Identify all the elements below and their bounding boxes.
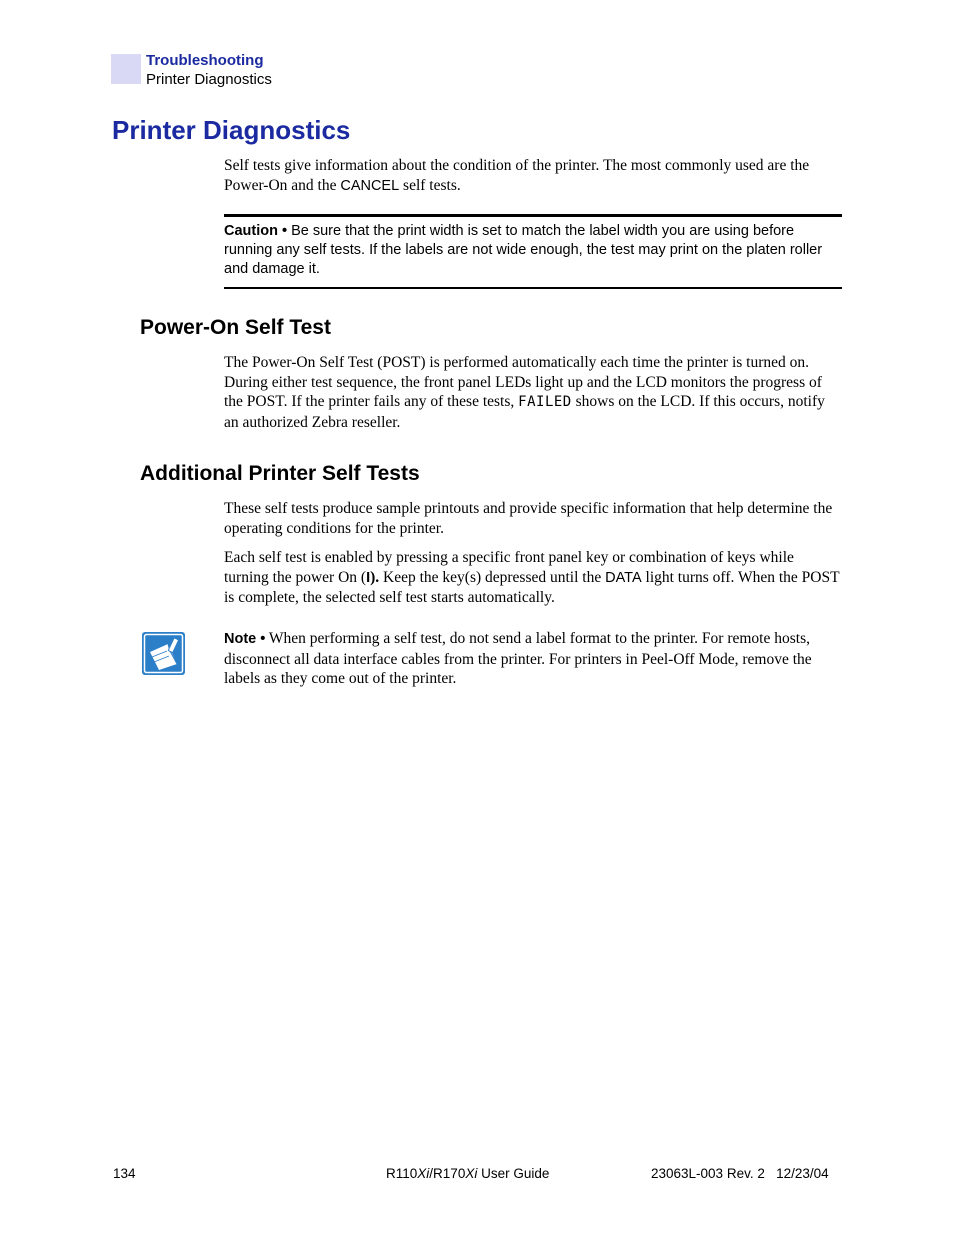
post-heading: Power-On Self Test: [140, 316, 331, 339]
footer-doc-number: 23063L-003 Rev. 2 12/23/04: [651, 1166, 829, 1181]
data-light-label: DATA: [605, 569, 642, 586]
footer-guide-title: R110Xi/R170Xi User Guide: [386, 1166, 550, 1181]
additional-paragraph-2: Each self test is enabled by pressing a specific front panel key or combination of keys while turning the power On (I). Keep the key(s) depressed until the DATA light turns off. When the POST is complete, the selected self test starts automatically.: [224, 549, 840, 606]
note-paragraph: [224, 629, 842, 689]
caution-label: Caution •: [224, 223, 288, 239]
caution-box: [224, 214, 842, 289]
intro-paragraph: Self tests give information about the condition of the printer. The most commonly used are the Power-On and the CANCEL self tests.: [224, 157, 810, 194]
header-section-title: Troubleshooting: [146, 52, 264, 69]
footer-page-number: 134: [113, 1166, 136, 1181]
cancel-key-label: CANCEL: [340, 177, 400, 194]
lcd-failed-text: FAILED: [518, 394, 572, 410]
note-pencil-icon: [141, 631, 186, 676]
caution-text: Be sure that the print width is set to match the label width you are using before running any self tests. If the labels are not wide enough, the test may print on the platen roller and damage it.: [224, 223, 823, 277]
post-paragraph: The Power-On Self Test (POST) is performed automatically each time the printer is turned on. During either test sequence, the front panel LEDs light up and the LCD monitors the progress of the POST. If the printer fails any of these tests, FAILED shows on the LCD. If this occurs, notify an authorized Zebra reseller.: [224, 354, 825, 431]
page-title: Printer Diagnostics: [112, 115, 351, 145]
additional-paragraph-1: These self tests produce sample printouts and provide specific information that help determine the operating conditions for the printer.: [224, 500, 833, 537]
note-label: Note •: [224, 631, 266, 647]
header-subsection-title: Printer Diagnostics: [146, 71, 272, 88]
note-text: When performing a self test, do not send a label format to the printer. For remote hosts, disconnect all data interface cables from the printer. For printers in Peel-Off Mode, remove the labels as they come out of the printer.: [224, 630, 812, 687]
additional-heading: Additional Printer Self Tests: [140, 462, 420, 485]
header-tab-marker: [111, 54, 141, 84]
